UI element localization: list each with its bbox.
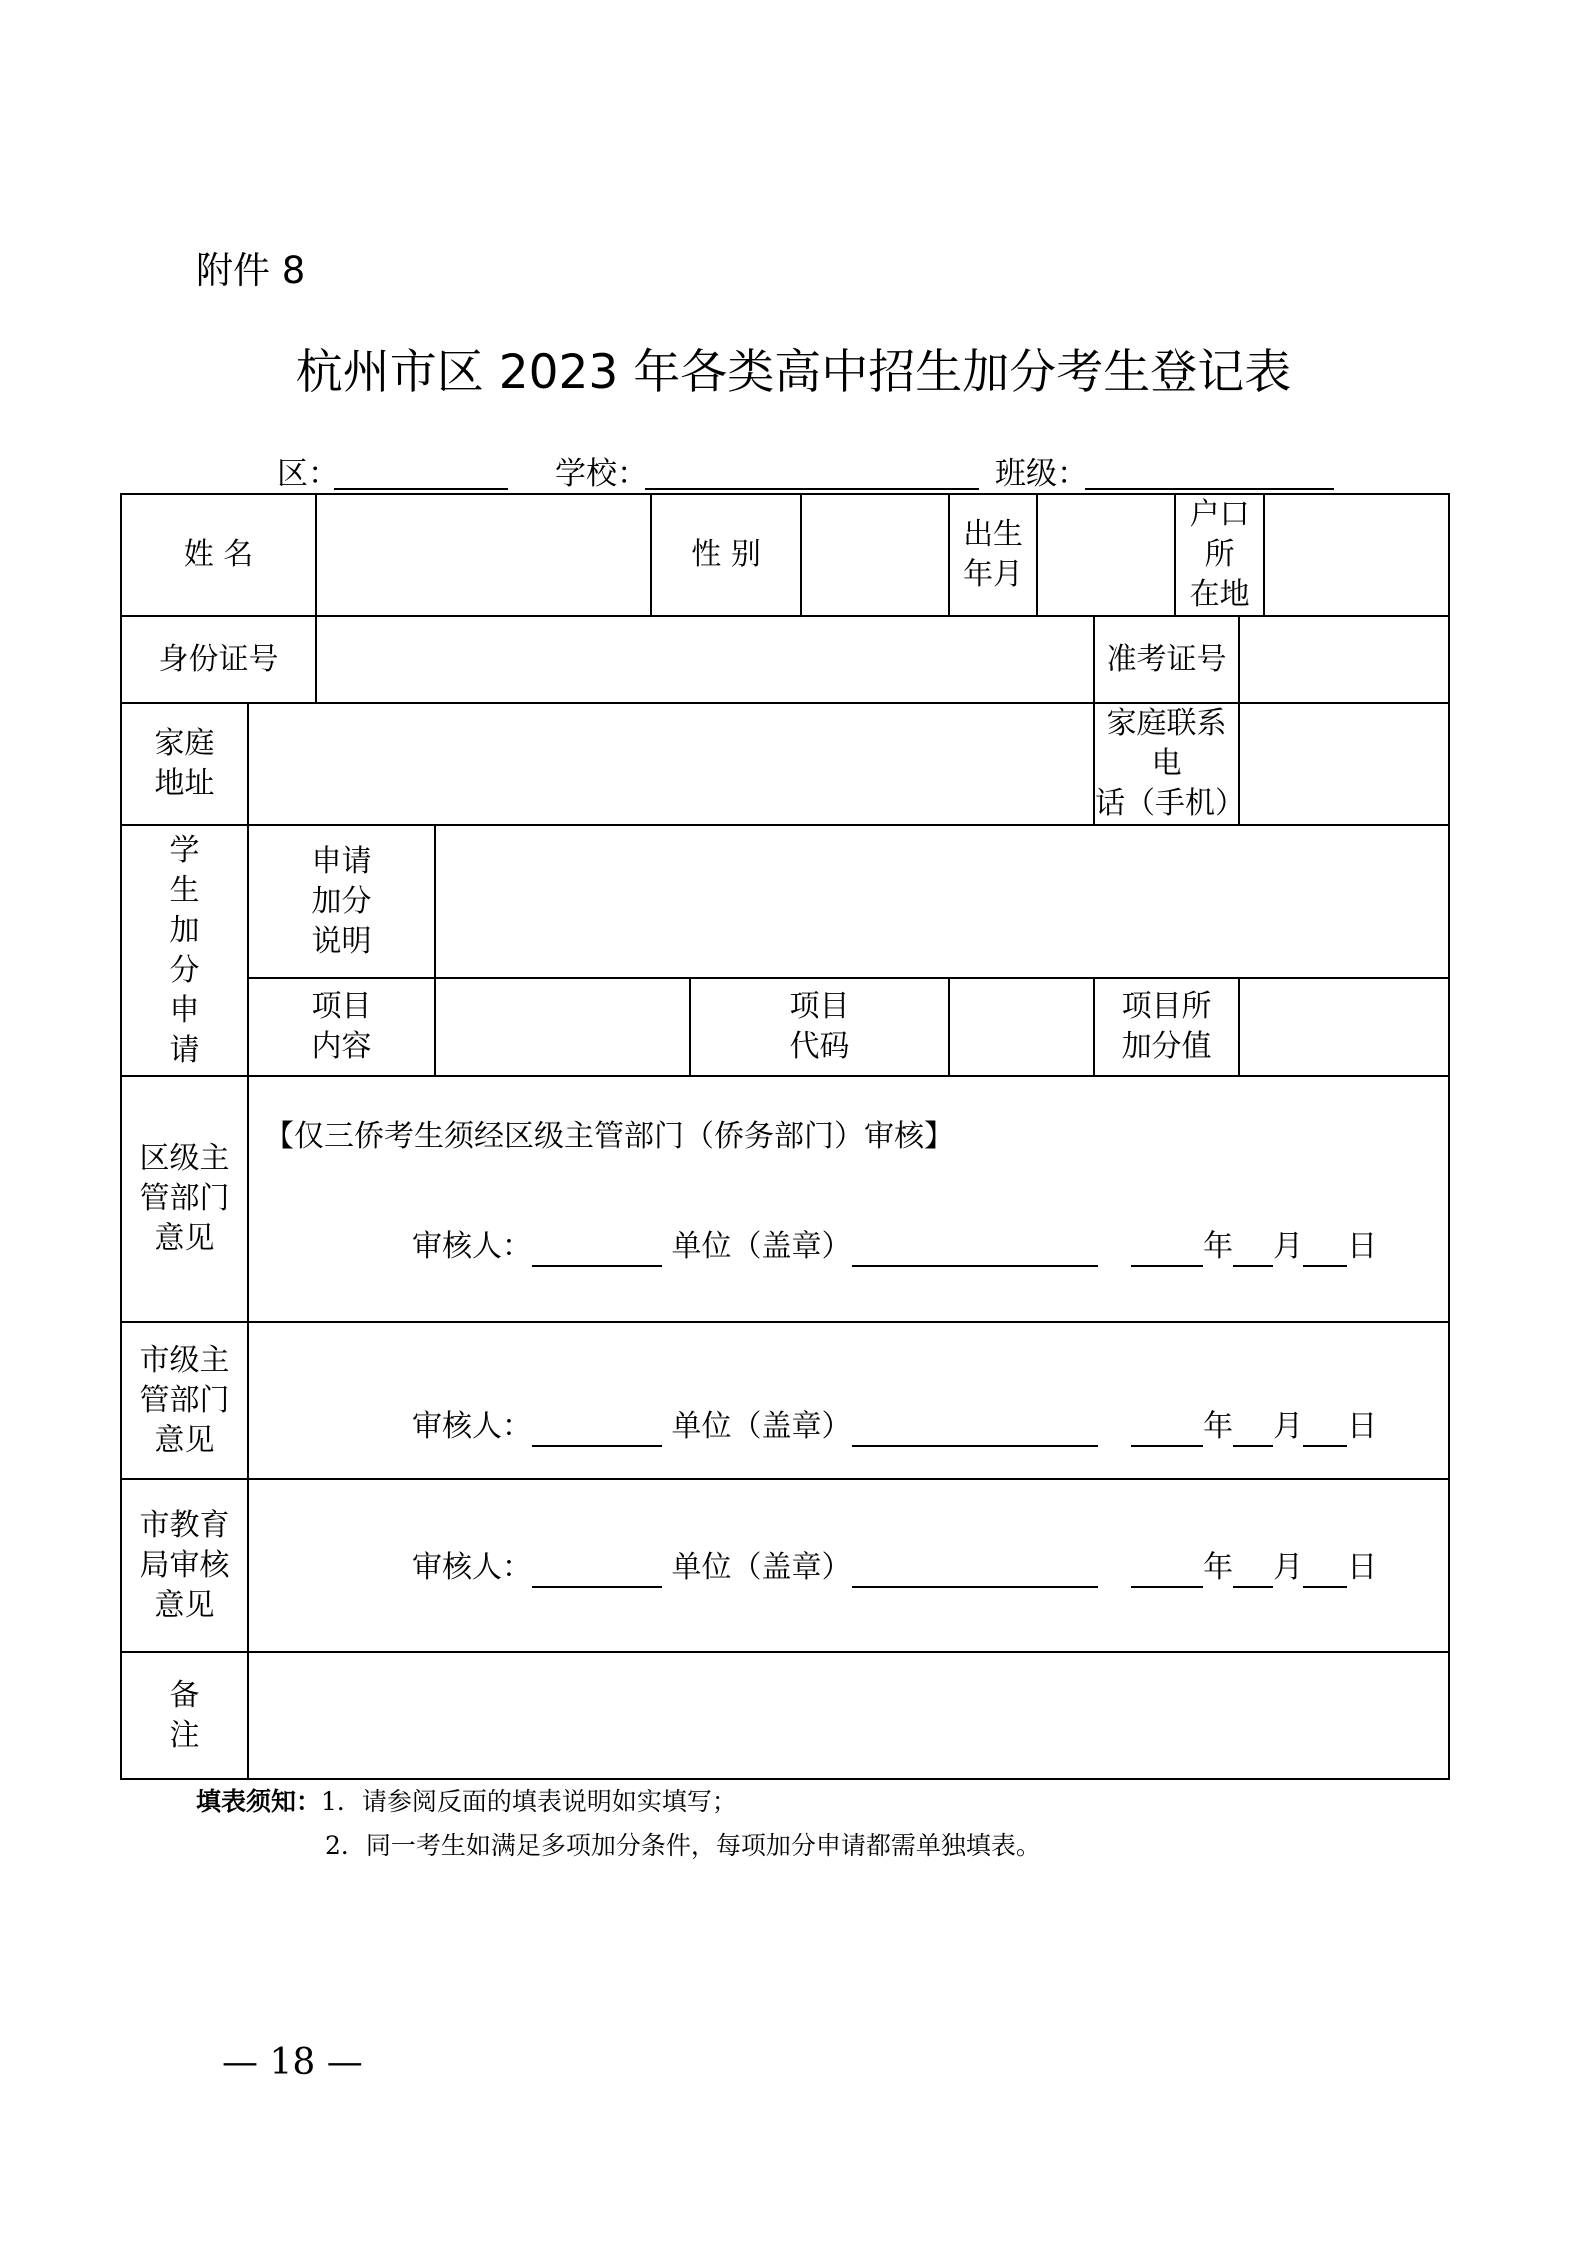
address-label	[121, 703, 248, 825]
item-content-line1: 项目	[311, 989, 372, 1024]
birth-label	[949, 494, 1037, 616]
phone-label-line2: 话（手机）	[1095, 786, 1246, 821]
phone-value[interactable]	[1239, 703, 1449, 825]
remark-line2: 注	[169, 1717, 200, 1753]
address-label-line1: 家庭	[154, 726, 215, 761]
year-label: 年	[1203, 1409, 1234, 1444]
day-label: 日	[1347, 1409, 1378, 1444]
hukou-label-line2: 在地	[1189, 577, 1250, 612]
phone-label	[1094, 703, 1246, 825]
instructions-line1	[196, 1782, 737, 1818]
edu-review-cell[interactable]	[248, 1479, 1449, 1652]
page-number: — 18 —	[222, 2042, 363, 2083]
item-code-line2: 代码	[789, 1029, 850, 1064]
city-review-line2: 管部门	[139, 1382, 230, 1418]
item-content-line2: 内容	[311, 1029, 372, 1064]
class-blank[interactable]	[1085, 488, 1334, 490]
unit-label: 单位（盖章）	[671, 1229, 852, 1264]
exam-no-label: 准考证号	[1094, 616, 1239, 703]
day-blank[interactable]	[1303, 1552, 1347, 1588]
birth-label-line1: 出生	[963, 517, 1024, 552]
unit-blank[interactable]	[852, 1411, 1098, 1447]
address-value[interactable]	[248, 703, 1094, 825]
item-value-value[interactable]	[1239, 978, 1449, 1076]
city-review-label	[121, 1322, 248, 1479]
reviewer-label: 审核人：	[412, 1229, 532, 1264]
city-review-line3: 意见	[154, 1422, 215, 1458]
district-review-line1: 区级主	[139, 1141, 230, 1176]
district-blank[interactable]	[334, 488, 508, 490]
name-value[interactable]	[316, 494, 651, 616]
year-blank[interactable]	[1131, 1552, 1203, 1588]
phone-label-line1: 家庭联系电	[1106, 706, 1227, 781]
reviewer-label: 审核人：	[412, 1550, 532, 1585]
item-code-label	[690, 978, 949, 1076]
reviewer-label: 审核人：	[412, 1409, 532, 1444]
year-label: 年	[1203, 1550, 1234, 1585]
apply-desc-label	[248, 825, 435, 978]
apply-desc-value[interactable]	[435, 825, 1449, 978]
class-label: 班级：	[995, 456, 1088, 492]
remark-label	[121, 1652, 248, 1779]
form-title: 杭州市区 2023 年各类高中招生加分考生登记表	[295, 345, 1292, 400]
item-content-label	[248, 978, 435, 1076]
hukou-value[interactable]	[1264, 494, 1449, 616]
month-blank[interactable]	[1233, 1231, 1273, 1267]
month-blank[interactable]	[1233, 1552, 1273, 1588]
district-review-line2: 管部门	[139, 1181, 230, 1216]
exam-no-value[interactable]	[1239, 616, 1449, 703]
district-review-label	[121, 1076, 248, 1322]
unit-label: 单位（盖章）	[671, 1409, 852, 1444]
instructions-label: 填表须知：	[196, 1787, 322, 1816]
reviewer-blank[interactable]	[532, 1411, 662, 1447]
gender-value[interactable]	[801, 494, 949, 616]
item-value-line2: 加分值	[1121, 1029, 1212, 1064]
registration-table	[120, 493, 1450, 1780]
school-blank[interactable]	[645, 488, 979, 490]
apply-vertical-text: 学生加分申请	[169, 832, 200, 1068]
city-signature-line	[412, 1407, 1377, 1447]
unit-blank[interactable]	[852, 1231, 1098, 1267]
city-review-line1: 市级主	[139, 1342, 230, 1378]
district-review-note: 【仅三侨考生须经区级主管部门（侨务部门）审核】	[264, 1119, 954, 1154]
apply-vertical-label	[121, 825, 248, 1076]
apply-desc-line2: 加分	[311, 883, 372, 919]
attachment-label: 附件 8	[196, 249, 306, 292]
apply-desc-line3: 说明	[311, 923, 372, 959]
month-label: 月	[1273, 1409, 1304, 1444]
name-label: 姓 名	[121, 494, 316, 616]
birth-value[interactable]	[1037, 494, 1175, 616]
day-blank[interactable]	[1303, 1411, 1347, 1447]
instruction-item-2: 2．同一考生如满足多项加分条件，每项加分申请都需单独填表。	[325, 1831, 1041, 1860]
reviewer-blank[interactable]	[532, 1231, 662, 1267]
year-blank[interactable]	[1131, 1231, 1203, 1267]
item-code-value[interactable]	[949, 978, 1094, 1076]
edu-review-label	[121, 1479, 248, 1652]
edu-signature-line	[412, 1548, 1377, 1588]
remark-line1: 备	[169, 1677, 200, 1713]
address-label-line2: 地址	[154, 766, 215, 801]
birth-label-line2: 年月	[963, 557, 1024, 592]
district-review-line3: 意见	[154, 1221, 215, 1256]
edu-review-line2: 局审核	[139, 1547, 230, 1583]
remark-value[interactable]	[248, 1652, 1449, 1779]
year-label: 年	[1203, 1229, 1234, 1264]
day-label: 日	[1347, 1229, 1378, 1264]
day-blank[interactable]	[1303, 1231, 1347, 1267]
hukou-label-line1: 户口所	[1189, 497, 1250, 572]
edu-review-line3: 意见	[154, 1587, 215, 1623]
unit-label: 单位（盖章）	[671, 1550, 852, 1585]
instruction-item-1: 1．请参阅反面的填表说明如实填写；	[321, 1787, 737, 1816]
reviewer-blank[interactable]	[532, 1552, 662, 1588]
id-card-label: 身份证号	[121, 616, 316, 703]
year-blank[interactable]	[1131, 1411, 1203, 1447]
gender-label: 性 别	[651, 494, 801, 616]
edu-review-line1: 市教育	[139, 1507, 230, 1543]
month-label: 月	[1273, 1229, 1304, 1264]
item-value-line1: 项目所	[1121, 989, 1212, 1024]
item-value-label	[1094, 978, 1239, 1076]
item-content-value[interactable]	[435, 978, 690, 1076]
school-label: 学校：	[555, 456, 648, 492]
district-label: 区：	[277, 456, 339, 492]
city-review-cell[interactable]	[248, 1322, 1449, 1479]
hukou-label	[1175, 494, 1264, 616]
day-label: 日	[1347, 1550, 1378, 1585]
district-review-cell[interactable]	[248, 1076, 1449, 1322]
district-signature-line	[412, 1227, 1377, 1267]
apply-desc-line1: 申请	[311, 843, 372, 879]
month-label: 月	[1273, 1550, 1304, 1585]
month-blank[interactable]	[1233, 1411, 1273, 1447]
id-card-value[interactable]	[316, 616, 1094, 703]
item-code-line1: 项目	[789, 989, 850, 1024]
unit-blank[interactable]	[852, 1552, 1098, 1588]
